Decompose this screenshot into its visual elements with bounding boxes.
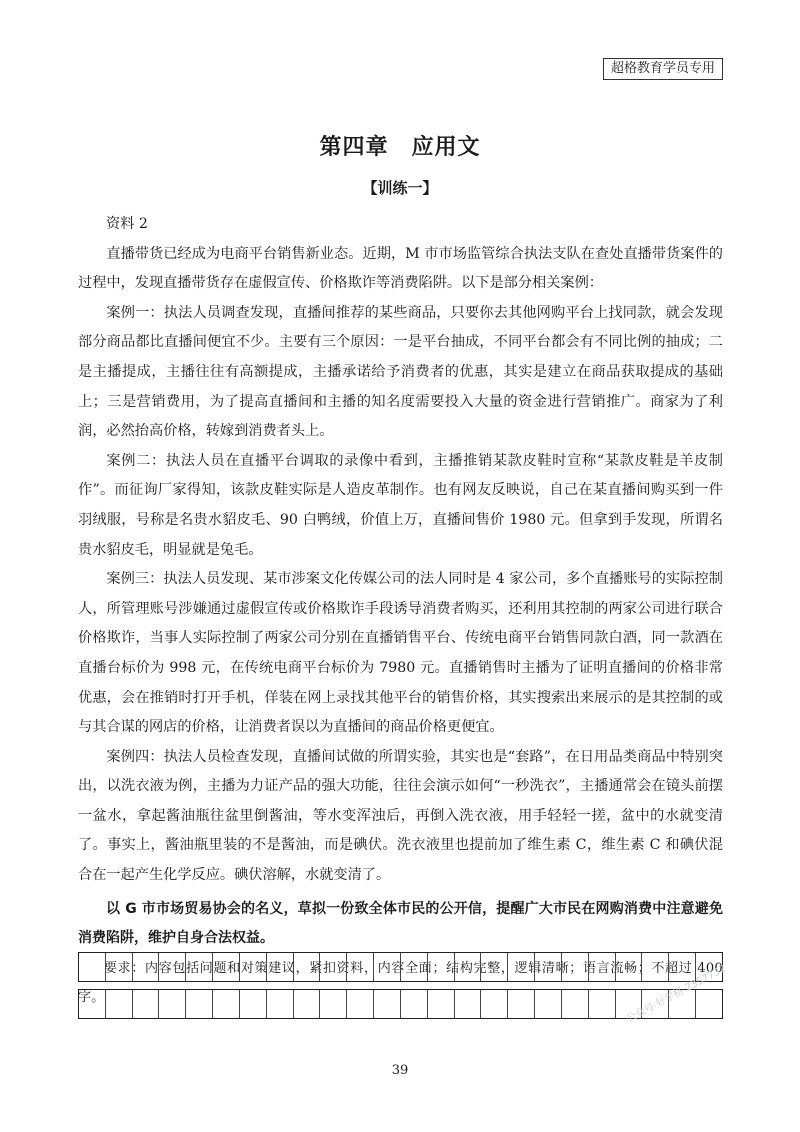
material-label: 资料 2: [106, 216, 148, 232]
answer-grid-cell[interactable]: [213, 990, 240, 1018]
answer-grid-cell[interactable]: [106, 990, 133, 1018]
answer-grid-cell[interactable]: [616, 953, 643, 981]
answer-grid-cell[interactable]: [428, 990, 455, 1018]
case-one-paragraph: 案例一：执法人员调查发现，直播间推荐的某些商品，只要你去其他网购平台上找同款，就会发现部分商品都比直播间便宜不少。主要有三个原因：一是平台抽成，不同平台都会有不同比例的抽成；二是主播提成，主播往往有高额提成，主播承诺给予消费者的优惠，其实是建立在商品获取提成的基础上；三是营销费用，为了提高直播间和主播的知名度需要投入大量的资金进行营销推广。商家为了利润，必然抬高价格，转嫁到消费者头上。: [78, 304, 723, 440]
answer-grid-cell[interactable]: [320, 990, 347, 1018]
answer-grid-cell[interactable]: [535, 953, 562, 981]
answer-grid-cell[interactable]: [186, 953, 213, 981]
answer-grid-cell[interactable]: [267, 953, 294, 981]
answer-grid-cell[interactable]: [589, 953, 616, 981]
material-body: [78, 210, 723, 1013]
answer-grid-cell[interactable]: [79, 990, 106, 1018]
answer-grid-cell[interactable]: [186, 990, 213, 1018]
requirement-text: 要求：内容包括问题和对策建议，紧扣资料，内容全面；结构完整，逻辑清晰；语言流畅；不超过 400 字。: [78, 960, 723, 1006]
answer-grid-cell[interactable]: [508, 990, 535, 1018]
answer-grid-cell[interactable]: [294, 990, 321, 1018]
answer-grid-cell[interactable]: [696, 990, 722, 1018]
answer-grid-cell[interactable]: [347, 990, 374, 1018]
answer-grid-cell[interactable]: [133, 990, 160, 1018]
answer-grid-cell[interactable]: [481, 953, 508, 981]
case-four-paragraph: 案例四：执法人员检查发现，直播间试做的所谓实验，其实也是“套路”，在日用品类商品中特别突出，以洗衣液为例，主播为力证产品的强大功能，往往会演示如何“一秒洗衣”，主播通常会在镜头前摆一盆水，拿起酱油瓶往盆里倒酱油，等水变浑浊后，再倒入洗衣液，用手轻轻一搓，盆中的水就变清了。事实上，酱油瓶里装的不是酱油，而是碘伏。洗衣液里也提前加了维生素 C，维生素 C 和碘伏混合在一起产生化学反应。碘伏溶解，水就变清了。: [78, 748, 723, 884]
case-two-paragraph: 案例二：执法人员在直播平台调取的录像中看到，主播推销某款皮鞋时宣称“某款皮鞋是羊皮制作”。而征询厂家得知，该款皮鞋实际是人造皮革制作。也有网友反映说，自己在某直播间购买到一件羽绒服，号称是名贵水貂皮毛、90 白鸭绒，价值上万，直播间售价 1980 元。但拿到手发现，所谓名贵水貂皮毛，明显就是兔毛。: [78, 452, 723, 558]
answer-grid-cell[interactable]: [508, 953, 535, 981]
case-three-paragraph: 案例三：执法人员发现、某市涉案文化传媒公司的法人同时是 4 家公司，多个直播账号的实际控制人，所管理账号涉嫌通过虚假宣传或价格欺诈手段诱导消费者购买，还利用其控制的两家公司进行联合价格欺诈，当事人实际控制了两家公司分别在直播销售平台、传统电商平台销售同款白酒，同一款酒在直播台标价为 998 元，在传统电商平台标价为 7980 元。直播销售时主播为了证明直播间的价格非常优惠，会在推销时打开手机，佯装在网上录找其他平台的销售价格，其实搜索出来展示的是其控制的或与其合谋的网店的价格，让消费者误以为直播间的商品价格更便宜。: [78, 571, 723, 736]
answer-grid-cell[interactable]: [562, 990, 589, 1018]
answer-grid-cell[interactable]: [535, 990, 562, 1018]
answer-grid-cell[interactable]: [589, 990, 616, 1018]
answer-grid-cell[interactable]: [642, 953, 669, 981]
chapter-title: 第四章 应用文: [319, 135, 481, 160]
answer-grid-cell[interactable]: [455, 990, 482, 1018]
answer-grid-cell[interactable]: [455, 953, 482, 981]
answer-grid-row: [78, 952, 723, 982]
answer-grid-cell[interactable]: [294, 953, 321, 981]
answer-grid-cell[interactable]: [320, 953, 347, 981]
watermark: 公众号 好学格 23S7732: [624, 963, 728, 1026]
task-prompt: 以 G 市市场贸易协会的名义，草拟一份致全体市民的公开信，提醒广大市民在网购消费中注意避免消费陷阱，维护自身合法权益。: [78, 900, 723, 947]
answer-grid-cell[interactable]: [240, 990, 267, 1018]
answer-grid-cell[interactable]: [562, 953, 589, 981]
page-number: 39: [391, 1063, 409, 1078]
answer-grid-cell[interactable]: [106, 953, 133, 981]
section-title: 【训练一】: [362, 179, 438, 197]
answer-grid-cell[interactable]: [374, 953, 401, 981]
answer-grid-cell[interactable]: [401, 990, 428, 1018]
answer-grid-cell[interactable]: [213, 953, 240, 981]
answer-grid-cell[interactable]: [267, 990, 294, 1018]
header-badge: 超格教育学员专用: [603, 58, 723, 80]
answer-grid-cell[interactable]: [428, 953, 455, 981]
answer-grid-cell[interactable]: [481, 990, 508, 1018]
answer-grid-cell[interactable]: [159, 953, 186, 981]
answer-grid-cell[interactable]: [133, 953, 160, 981]
answer-grid-cell[interactable]: [374, 990, 401, 1018]
intro-paragraph: 直播带货已经成为电商平台销售新业态。近期，M 市市场监管综合执法支队在查处直播带货案件的过程中，发现直播带货存在虚假宣传、价格欺诈等消费陷阱。以下是部分相关案例：: [78, 245, 723, 292]
answer-grid-cell[interactable]: [347, 953, 374, 981]
answer-grid-cell[interactable]: [401, 953, 428, 981]
answer-grid-cell[interactable]: [240, 953, 267, 981]
answer-grid-cell[interactable]: [159, 990, 186, 1018]
answer-grid-cell[interactable]: [79, 953, 106, 981]
